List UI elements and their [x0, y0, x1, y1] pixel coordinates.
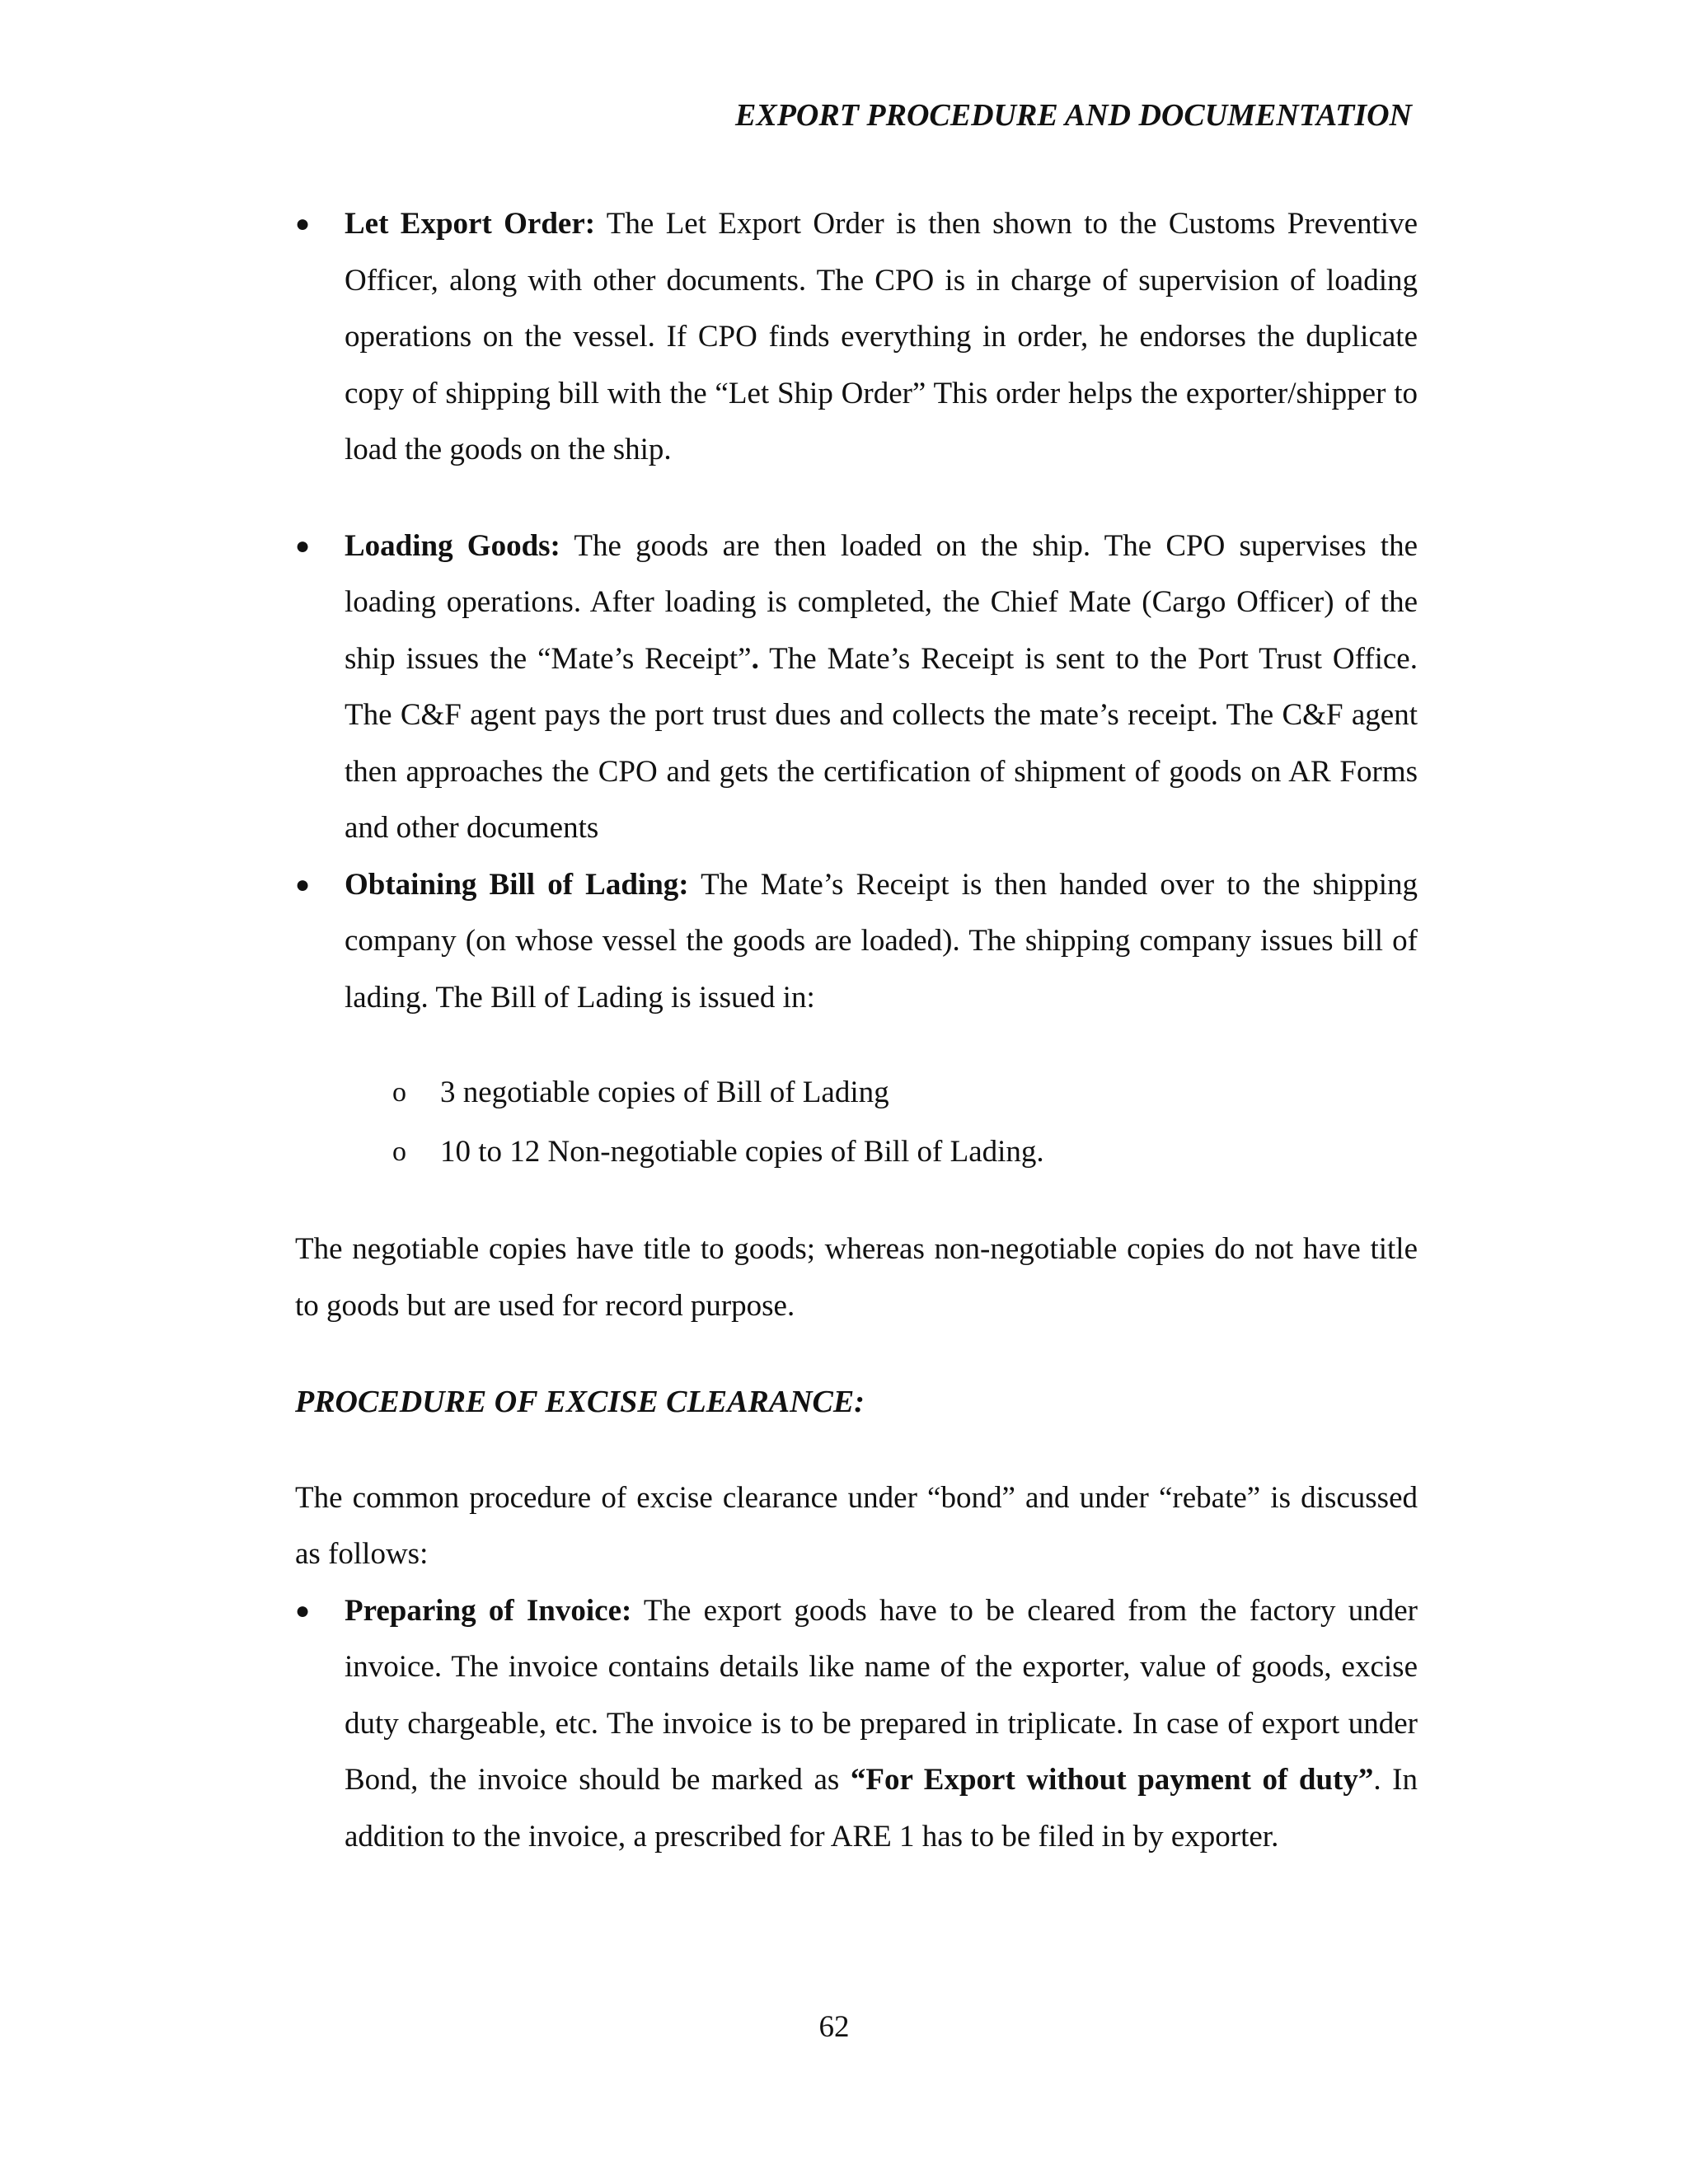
bullet-list	[295, 196, 1418, 1026]
page-number: 62	[818, 2010, 850, 2044]
bullet-term: Loading Goods:	[345, 528, 560, 563]
sub-bullet-text: 10 to 12 Non-negotiable copies of Bill of Lading.	[440, 1135, 1044, 1169]
bold-phrase: “For Export without payment of duty”	[850, 1763, 1374, 1797]
bold-period: .	[751, 641, 759, 676]
bullet-item-bill-of-lading	[295, 857, 1418, 1027]
bullet-icon: ●	[295, 870, 311, 898]
paragraph-negotiable-copies: The negotiable copies have title to goods; whereas non-negotiable copies do not have title to goods but are used for record purpose.	[295, 1232, 1418, 1323]
bullet-term: Preparing of Invoice:	[345, 1593, 632, 1628]
bullet-text: The Let Export Order is then shown to the Customs Preventive Officer, along with other documents. The CPO is in charge of supervision of loading operations on the vessel. If CPO finds everything in order, he endorses the duplicate copy of shipping bill with the “Let Ship Order” This order helps the exporter/shipper to load the goods on the ship.	[345, 207, 1418, 466]
running-header: EXPORT PROCEDURE AND DOCUMENTATION	[735, 98, 1412, 133]
bullet-item-preparing-invoice	[295, 1583, 1418, 1866]
paragraph-excise-intro: The common procedure of excise clearance under “bond” and under “rebate” is discussed as follows:	[295, 1480, 1418, 1571]
bullet-icon: ●	[295, 532, 311, 560]
sub-bullet-text: 3 negotiable copies of Bill of Lading	[440, 1076, 889, 1109]
sub-bullet-item	[392, 1122, 1418, 1182]
bullet-list-excise	[295, 1583, 1418, 1866]
bullet-icon: ●	[295, 210, 311, 237]
hollow-bullet-icon: o	[392, 1077, 406, 1108]
bullet-icon: ●	[295, 1596, 311, 1624]
bullet-text: The goods are then loaded on the ship. The CPO supervises the loading operations. After loading is completed, the Chief Mate (Cargo Officer) of the ship issues the “Mate’s Receipt”	[345, 528, 1418, 676]
bullet-text: The export goods have to be cleared from the factory under invoice. The invoice contains details like name of the exporter, value of goods, excise duty chargeable, etc. The invoice is to be prepared in triplicate. In case of export under Bond, the invoice should be marked as	[345, 1593, 1418, 1797]
bullet-item-loading-goods	[295, 518, 1418, 857]
bullet-text-continued: The Mate’s Receipt is sent to the Port Trust Office. The C&F agent pays the port trust dues and collects the mate’s receipt. The C&F agent then approaches the CPO and gets the certification of shipment of goods on AR Forms and other documents	[345, 641, 1418, 845]
bullet-text-continued: . In addition to the invoice, a prescribed for ARE 1 has to be filed in by exporter.	[345, 1763, 1418, 1854]
sub-bullet-item	[392, 1063, 1418, 1122]
bullet-text: The Mate’s Receipt is then handed over to the shipping company (on whose vessel the goods are loaded). The shipping company issues bill of lading. The Bill of Lading is issued in:	[345, 867, 1418, 1015]
section-heading: PROCEDURE OF EXCISE CLEARANCE:	[295, 1385, 865, 1419]
page-body	[295, 196, 1418, 1865]
bullet-term: Let Export Order:	[345, 207, 596, 241]
bullet-term: Obtaining Bill of Lading:	[345, 867, 689, 902]
sub-bullet-list	[295, 1063, 1418, 1182]
hollow-bullet-icon: o	[392, 1137, 406, 1167]
bullet-item-let-export-order	[295, 196, 1418, 479]
